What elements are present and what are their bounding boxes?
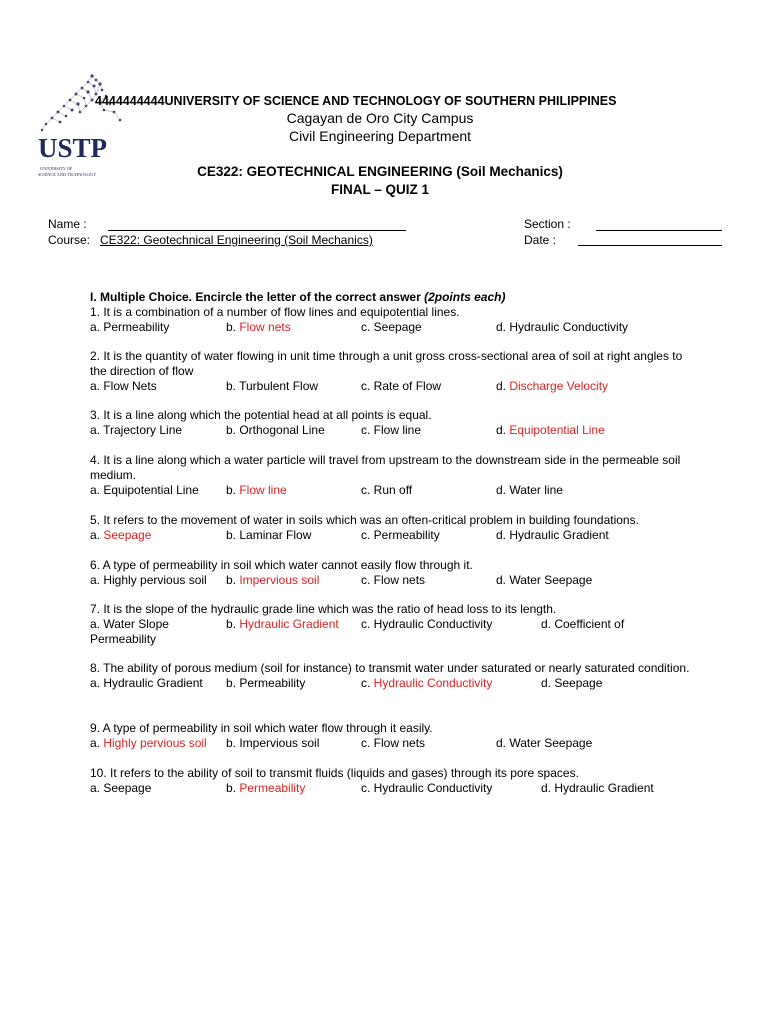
- date-label: Date :: [524, 233, 557, 247]
- option-b[interactable]: b. Laminar Flow: [226, 528, 312, 542]
- question-text: 7. It is the slope of the hydraulic grade line which was the ratio of head loss to its length.: [90, 602, 557, 616]
- option-d[interactable]: d. Water Seepage: [496, 736, 593, 750]
- section-field[interactable]: [596, 216, 722, 231]
- question-text: 6. A type of permeability in soil which water cannot easily flow through it.: [90, 558, 473, 572]
- question-7: [90, 602, 690, 647]
- ustp-logo: [30, 70, 160, 180]
- course-label: Course:: [48, 233, 91, 247]
- question-10: [90, 766, 690, 796]
- name-field[interactable]: [108, 216, 406, 231]
- option-a[interactable]: a. Highly pervious soil: [90, 736, 207, 750]
- question-text: 8. The ability of porous medium (soil for instance) to transmit water under saturated or nearly saturated condition.: [90, 661, 690, 675]
- options-row: [90, 573, 690, 588]
- options-row: [90, 379, 690, 394]
- option-d[interactable]: d. Hydraulic Gradient: [541, 781, 654, 795]
- options-row: [90, 423, 690, 438]
- option-c[interactable]: c. Flow nets: [361, 736, 426, 750]
- quiz-title: FINAL – QUIZ 1: [330, 182, 429, 197]
- option-b[interactable]: b. Impervious soil: [226, 736, 320, 750]
- campus-name: Cagayan de Oro City Campus: [286, 110, 474, 126]
- course-field[interactable]: CE322: Geotechnical Engineering (Soil Mechanics): [100, 233, 373, 247]
- options-row: [90, 483, 690, 498]
- question-text: 2. It is the quantity of water flowing in unit time through a unit gross cross-sectional area of soil at right angles to the direction of flow: [90, 349, 683, 378]
- option-a[interactable]: a. Permeability: [90, 320, 170, 334]
- question-text: 1. It is a combination of a number of flow lines and equipotential lines.: [90, 305, 460, 319]
- option-a[interactable]: a. Highly pervious soil: [90, 573, 207, 587]
- name-label: Name :: [48, 217, 87, 231]
- option-d[interactable]: d. Equipotential Line: [496, 423, 605, 437]
- question-text: 4. It is a line along which a water particle will travel from upstream to the downstream side in the permeable soil medium.: [90, 453, 681, 482]
- options-row: [90, 736, 690, 751]
- question-1: [90, 305, 690, 335]
- question-text: 3. It is a line along which the potential head at all points is equal.: [90, 408, 432, 422]
- svg-text:UNIVERSITY OF: UNIVERSITY OF: [40, 166, 73, 171]
- option-b[interactable]: b. Hydraulic Gradient: [226, 617, 339, 631]
- date-field[interactable]: [578, 231, 722, 246]
- course-title: CE322: GEOTECHNICAL ENGINEERING (Soil Mechanics): [197, 164, 563, 179]
- option-a[interactable]: a. Hydraulic Gradient: [90, 676, 203, 690]
- option-c[interactable]: c. Flow nets: [361, 573, 426, 587]
- section-points: (2points each): [424, 290, 506, 304]
- section-title: [90, 290, 505, 304]
- section-title-text: I. Multiple Choice. Encircle the letter of the correct answer: [90, 290, 425, 304]
- option-c[interactable]: c. Hydraulic Conductivity: [361, 617, 493, 631]
- question-5: [90, 513, 690, 543]
- department-name: Civil Engineering Department: [288, 128, 472, 144]
- logo-text: USTP: [38, 133, 108, 163]
- option-c[interactable]: c. Hydraulic Conductivity: [361, 676, 493, 690]
- question-9: [90, 721, 690, 751]
- option-c[interactable]: c. Flow line: [361, 423, 422, 437]
- options-row: [90, 528, 690, 543]
- ustp-logo-graphic: [30, 70, 160, 180]
- option-a[interactable]: a. Flow Nets: [90, 379, 157, 393]
- svg-text:SCIENCE AND TECHNOLOGY: SCIENCE AND TECHNOLOGY: [38, 172, 97, 177]
- option-b[interactable]: b. Flow nets: [226, 320, 291, 334]
- option-d[interactable]: d. Hydraulic Gradient: [496, 528, 609, 542]
- option-c[interactable]: c. Run off: [361, 483, 413, 497]
- option-a[interactable]: a. Seepage: [90, 781, 152, 795]
- option-a[interactable]: a. Equipotential Line: [90, 483, 199, 497]
- question-4: [90, 453, 690, 498]
- section-label: Section :: [524, 217, 571, 231]
- question-2: [90, 349, 690, 394]
- question-6: [90, 558, 690, 588]
- options-row: [90, 617, 690, 632]
- option-c[interactable]: c. Seepage: [361, 320, 422, 334]
- option-c[interactable]: c. Permeability: [361, 528, 440, 542]
- option-a[interactable]: a. Water Slope: [90, 617, 169, 631]
- option-d[interactable]: d. Discharge Velocity: [496, 379, 609, 393]
- question-3: [90, 408, 690, 438]
- option-b[interactable]: b. Orthogonal Line: [226, 423, 325, 437]
- option-b[interactable]: b. Flow line: [226, 483, 287, 497]
- option-d[interactable]: d. Water line: [496, 483, 563, 497]
- option-d[interactable]: d. Hydraulic Conductivity: [496, 320, 629, 334]
- question-text: 5. It refers to the movement of water in soils which was an often-critical problem in building foundations.: [90, 513, 639, 527]
- options-row: [90, 320, 690, 335]
- option-b[interactable]: b. Permeability: [226, 676, 306, 690]
- options-row: [90, 781, 690, 796]
- question-8: [90, 661, 690, 691]
- option-b[interactable]: b. Impervious soil: [226, 573, 320, 587]
- option-a[interactable]: a. Seepage: [90, 528, 152, 542]
- option-d[interactable]: d. Water Seepage: [496, 573, 593, 587]
- option-c[interactable]: c. Rate of Flow: [361, 379, 442, 393]
- options-row: [90, 676, 690, 691]
- question-text: 9. A type of permeability in soil which water flow through it easily.: [90, 721, 433, 735]
- option-c[interactable]: c. Hydraulic Conductivity: [361, 781, 493, 795]
- option-d[interactable]: d. Coefficient of: [541, 617, 625, 631]
- option-b[interactable]: b. Turbulent Flow: [226, 379, 319, 393]
- option-a[interactable]: a. Trajectory Line: [90, 423, 183, 437]
- university-name: 4444444444UNIVERSITY OF SCIENCE AND TECHNOLOGY OF SOUTHERN PHILIPPINES: [95, 94, 617, 108]
- option-d[interactable]: d. Seepage: [541, 676, 603, 690]
- option-b[interactable]: b. Permeability: [226, 781, 306, 795]
- option-d-continued: Permeability: [90, 632, 157, 646]
- question-text: 10. It refers to the ability of soil to transmit fluids (liquids and gases) through its pore spaces.: [90, 766, 579, 780]
